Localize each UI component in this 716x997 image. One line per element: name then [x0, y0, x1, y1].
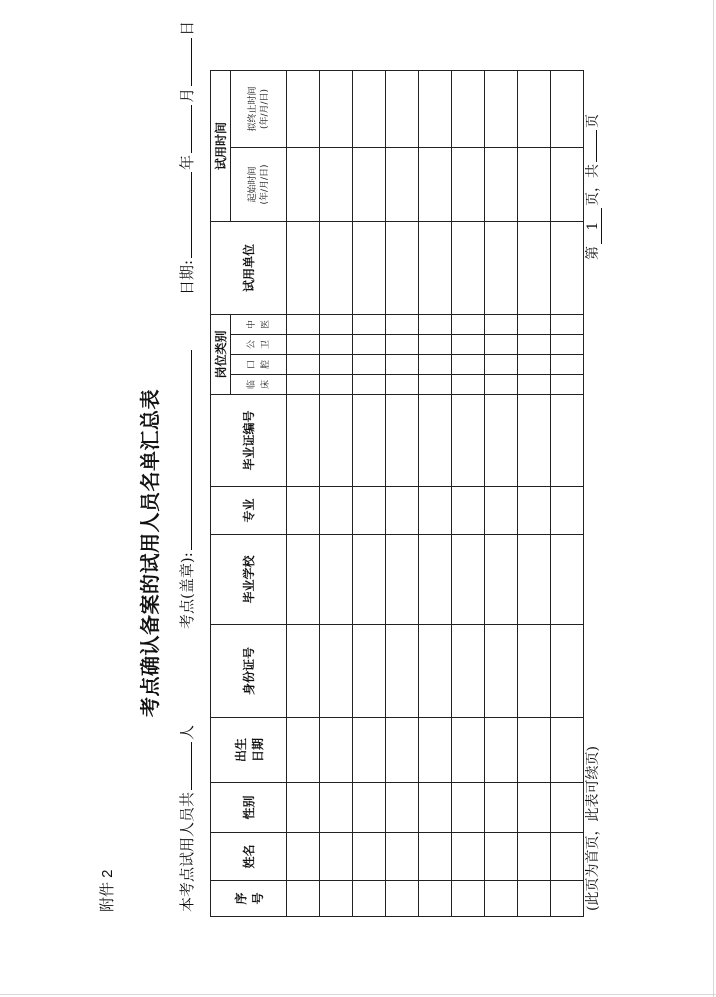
table-cell[interactable]: [485, 718, 518, 783]
page-suffix: 页: [585, 114, 601, 128]
table-cell[interactable]: [320, 71, 353, 148]
exam-site-label: 考点(盖章):: [178, 552, 196, 629]
table-cell[interactable]: [452, 833, 485, 881]
table-body: [287, 71, 584, 917]
table-cell[interactable]: [452, 487, 485, 535]
table-cell[interactable]: [419, 315, 452, 335]
table-cell[interactable]: [518, 625, 551, 718]
table-cell[interactable]: [386, 222, 419, 315]
col-header-post-tcm: 中 医: [231, 315, 287, 335]
table-cell[interactable]: [419, 355, 452, 375]
table-cell[interactable]: [485, 395, 518, 487]
col-header-school: 毕业学校: [211, 535, 287, 625]
form-title: 考点确认备案的试用人员名单汇总表: [138, 389, 162, 717]
table-cell[interactable]: [287, 222, 320, 315]
table-cell[interactable]: [551, 783, 584, 833]
table-cell[interactable]: [320, 222, 353, 315]
table-cell[interactable]: [386, 315, 419, 335]
footer-note: (此页为首页，此表可续页): [585, 746, 601, 911]
table-cell[interactable]: [452, 355, 485, 375]
table-cell[interactable]: [452, 395, 485, 487]
table-cell[interactable]: [419, 222, 452, 315]
table-cell[interactable]: [386, 833, 419, 881]
col-header-post-clinical: 临 床: [231, 375, 287, 395]
col-header-trial-start: 起始时间 (年/月/日): [231, 148, 287, 222]
table-cell[interactable]: [353, 71, 386, 148]
table-cell[interactable]: [518, 783, 551, 833]
table-cell[interactable]: [287, 625, 320, 718]
table-cell[interactable]: [551, 487, 584, 535]
table-cell[interactable]: [551, 395, 584, 487]
table-cell[interactable]: [419, 535, 452, 625]
table-cell[interactable]: [287, 375, 320, 395]
col-header-id-no: 身份证号: [211, 625, 287, 718]
table-cell[interactable]: [551, 833, 584, 881]
table-cell[interactable]: [485, 222, 518, 315]
table-row: [419, 71, 452, 917]
exam-site-blank: [177, 350, 192, 550]
table-cell[interactable]: [419, 148, 452, 222]
table-cell[interactable]: [518, 487, 551, 535]
table-cell[interactable]: [452, 71, 485, 148]
table-row: [485, 71, 518, 917]
table-cell[interactable]: [353, 315, 386, 335]
table-cell[interactable]: [386, 148, 419, 222]
table-cell[interactable]: [518, 535, 551, 625]
table-cell[interactable]: [551, 315, 584, 335]
table-cell[interactable]: [353, 535, 386, 625]
table-cell[interactable]: [518, 335, 551, 355]
table-cell[interactable]: [386, 395, 419, 487]
table-cell[interactable]: [287, 783, 320, 833]
table-cell[interactable]: [386, 625, 419, 718]
table-cell[interactable]: [452, 335, 485, 355]
table-cell[interactable]: [386, 535, 419, 625]
table-cell[interactable]: [551, 222, 584, 315]
table-cell[interactable]: [419, 783, 452, 833]
table-cell[interactable]: [287, 315, 320, 335]
col-header-trial-end: 拟终止时间 (年/月/日): [231, 71, 287, 148]
table-row: [551, 71, 584, 917]
table-cell[interactable]: [287, 355, 320, 375]
table-cell[interactable]: [386, 375, 419, 395]
col-header-trial-unit: 试用单位: [211, 222, 287, 315]
date-day: 日: [178, 20, 196, 36]
page-current: 1: [585, 208, 602, 244]
staff-table: [210, 70, 584, 917]
table-row: [452, 71, 485, 917]
table-cell[interactable]: [287, 335, 320, 355]
table-cell[interactable]: [386, 335, 419, 355]
attachment-label: 附件 2: [99, 869, 116, 912]
table-cell[interactable]: [485, 148, 518, 222]
table-cell[interactable]: [551, 148, 584, 222]
table-cell[interactable]: [287, 535, 320, 625]
table-cell[interactable]: [551, 71, 584, 148]
table-cell[interactable]: [320, 395, 353, 487]
table-cell[interactable]: [419, 833, 452, 881]
table-cell[interactable]: [320, 535, 353, 625]
staff-count-blank: [177, 742, 192, 790]
table-cell[interactable]: [287, 395, 320, 487]
col-header-birth: 出生 日期: [211, 718, 287, 783]
table-cell[interactable]: [518, 718, 551, 783]
table-row: [518, 71, 551, 917]
table-cell[interactable]: [353, 881, 386, 917]
table-cell[interactable]: [287, 833, 320, 881]
page-mid: 页，共: [585, 164, 601, 206]
table-cell[interactable]: [452, 375, 485, 395]
table-cell[interactable]: [320, 335, 353, 355]
table-cell[interactable]: [452, 718, 485, 783]
table-cell[interactable]: [287, 71, 320, 148]
exam-site-line: [176, 348, 197, 629]
table-cell[interactable]: [452, 535, 485, 625]
year-blank: [177, 172, 192, 258]
col-header-gender: 性别: [211, 783, 287, 833]
summary-line: [176, 725, 197, 912]
col-header-post-oral: 口 腔: [231, 355, 287, 375]
table-row: [386, 71, 419, 917]
month-blank: [177, 105, 192, 153]
page-counter: [582, 114, 602, 260]
table-cell[interactable]: [452, 783, 485, 833]
table-cell[interactable]: [320, 718, 353, 783]
table-cell[interactable]: [353, 487, 386, 535]
table-cell[interactable]: [452, 315, 485, 335]
table-cell[interactable]: [353, 222, 386, 315]
table-cell[interactable]: [452, 148, 485, 222]
table-cell[interactable]: [518, 315, 551, 335]
table-cell[interactable]: [551, 718, 584, 783]
table-cell[interactable]: [353, 395, 386, 487]
table-cell[interactable]: [353, 718, 386, 783]
table-cell[interactable]: [518, 148, 551, 222]
summary-suffix: 人: [178, 724, 196, 740]
table-cell[interactable]: [485, 881, 518, 917]
table-cell[interactable]: [551, 355, 584, 375]
table-cell[interactable]: [518, 71, 551, 148]
table-row: [287, 71, 320, 917]
table-cell[interactable]: [419, 881, 452, 917]
table-row: [353, 71, 386, 917]
table-cell[interactable]: [287, 881, 320, 917]
table-cell[interactable]: [320, 881, 353, 917]
table-cell[interactable]: [518, 355, 551, 375]
col-header-name: 姓名: [211, 833, 287, 881]
table-cell[interactable]: [320, 487, 353, 535]
page-total-blank: [582, 130, 597, 162]
table-cell[interactable]: [485, 355, 518, 375]
table-cell[interactable]: [551, 535, 584, 625]
table-cell[interactable]: [452, 625, 485, 718]
table-cell[interactable]: [551, 375, 584, 395]
table-cell[interactable]: [386, 783, 419, 833]
table-cell[interactable]: [419, 71, 452, 148]
summary-prefix: 本考点试用人员共: [178, 791, 196, 912]
day-blank: [177, 38, 192, 86]
date-month: 月: [178, 87, 196, 103]
table-cell[interactable]: [419, 335, 452, 355]
col-header-cert-no: 毕业证编号: [211, 395, 287, 487]
table-cell[interactable]: [287, 148, 320, 222]
table-cell[interactable]: [386, 355, 419, 375]
table-cell[interactable]: [452, 222, 485, 315]
date-line: [176, 21, 197, 295]
col-header-post-category: 岗位类别: [211, 315, 231, 395]
table-cell[interactable]: [485, 375, 518, 395]
table-cell[interactable]: [419, 395, 452, 487]
table-cell[interactable]: [518, 395, 551, 487]
col-header-major: 专业: [211, 487, 287, 535]
table-cell[interactable]: [320, 375, 353, 395]
table-row: [320, 71, 353, 917]
table-cell[interactable]: [485, 783, 518, 833]
date-year: 年: [178, 154, 196, 170]
table-cell[interactable]: [551, 881, 584, 917]
table-cell[interactable]: [320, 148, 353, 222]
table-cell[interactable]: [386, 487, 419, 535]
table-cell[interactable]: [419, 625, 452, 718]
table-cell[interactable]: [419, 487, 452, 535]
table-cell[interactable]: [419, 375, 452, 395]
table-cell[interactable]: [485, 315, 518, 335]
table-cell[interactable]: [485, 487, 518, 535]
page-prefix: 第: [585, 246, 601, 260]
table-cell[interactable]: [386, 881, 419, 917]
table-cell[interactable]: [353, 625, 386, 718]
table-cell[interactable]: [320, 783, 353, 833]
date-label: 日期:: [178, 259, 196, 295]
table-cell[interactable]: [287, 718, 320, 783]
table-cell[interactable]: [320, 625, 353, 718]
table-header-row: [211, 71, 231, 917]
table-cell[interactable]: [518, 833, 551, 881]
table-cell[interactable]: [485, 833, 518, 881]
table-cell[interactable]: [485, 625, 518, 718]
col-header-post-public: 公 卫: [231, 335, 287, 355]
table-cell[interactable]: [353, 335, 386, 355]
table-cell[interactable]: [353, 833, 386, 881]
table-cell[interactable]: [485, 335, 518, 355]
table-cell[interactable]: [386, 718, 419, 783]
table-cell[interactable]: [551, 335, 584, 355]
table-cell[interactable]: [386, 71, 419, 148]
col-header-seq: 序 号: [211, 881, 287, 917]
table-cell[interactable]: [452, 881, 485, 917]
table-cell[interactable]: [419, 718, 452, 783]
table-cell[interactable]: [485, 71, 518, 148]
table-cell[interactable]: [320, 315, 353, 335]
table-cell[interactable]: [287, 487, 320, 535]
table-cell[interactable]: [320, 833, 353, 881]
table-cell[interactable]: [485, 535, 518, 625]
col-header-trial-time: 试用时间: [211, 71, 231, 222]
table-cell[interactable]: [518, 222, 551, 315]
table-cell[interactable]: [320, 355, 353, 375]
table-cell[interactable]: [518, 375, 551, 395]
table-cell[interactable]: [353, 148, 386, 222]
table-cell[interactable]: [353, 355, 386, 375]
table-cell[interactable]: [518, 881, 551, 917]
table-cell[interactable]: [353, 783, 386, 833]
table-cell[interactable]: [551, 625, 584, 718]
table-cell[interactable]: [353, 375, 386, 395]
